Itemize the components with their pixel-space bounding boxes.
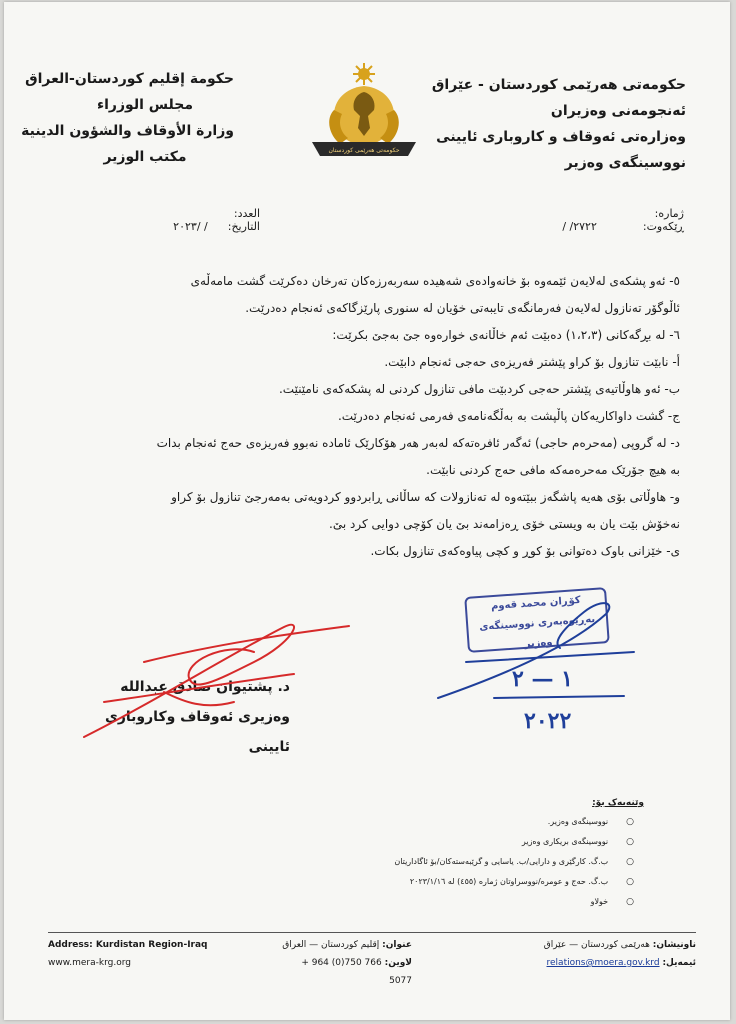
footer-phone-label: لاوین: — [384, 958, 412, 968]
footer-phone: + 964 (0)750 766 5077 — [301, 958, 412, 986]
header-kurdish — [431, 72, 686, 176]
header-kurdish-line: وەزارەتی ئەوقاف و کاروباری ئایینی — [436, 129, 686, 145]
footer-arabic-address: إقليم كوردستان — العراق — [282, 940, 380, 950]
letter-page — [4, 2, 730, 1020]
footer-website-link[interactable]: www.mera-krg.org — [48, 958, 131, 968]
stamp-line: بەڕێوەبەری نووسینگەی وەزیر — [478, 613, 596, 650]
body-line: ب- ئەو هاوڵاتیەی پێشتر حەجی کردبێت مافی تنازول کردنی لە پشکەکەی نامێنێت. — [278, 382, 680, 396]
header-arabic-line: وزارة الأوقاف والشؤون الدينية — [21, 123, 234, 139]
number-label: ژمارە: — [654, 207, 684, 220]
body-line: ی- خێزانی باوک دەتوانی بۆ کوڕ و کچی پیاوەکەی تنازول بکات. — [370, 544, 680, 558]
body-line: و- هاوڵاتی بۆی هەیە پاشگەز ببێتەوە لە تەنازولات کە ساڵانی ڕابردوو کردویەتی بەمەرجێ تنازول بۆ کراو — [171, 490, 680, 504]
footer-english — [48, 936, 208, 972]
arabic-number-label: العدد: — [233, 207, 260, 220]
body-line: ئاڵوگۆر تەنازول لەلایەن فەرمانگەی تایبەتی خۆیان لە سنوری پارێزگاکەی ئەنجام دەدرێت. — [245, 301, 680, 315]
body-line: نەخۆش بێت یان بە ویستی خۆی ڕەزامەند بێ یان کۆچی دوایی کرد بێ. — [329, 517, 680, 531]
cc-item: ○ خولاو — [234, 892, 634, 912]
header-kurdish-line: حکومەتی هەرێمی کوردستان - عێراق — [431, 77, 686, 93]
arabic-date-label: التاريخ: — [227, 220, 260, 233]
reference-number: ٢٧٢٢/ / — [562, 220, 597, 233]
handwritten-number: ١ — ٢ — [512, 666, 573, 692]
handwritten-year: ٢٠٢٢ — [524, 708, 572, 734]
cc-list — [234, 812, 634, 912]
body-line: ٥- ئەو پشکەی لەلایەن ئێمەوە بۆ خانەوادەی شەهیدە سەربەرزەکان تەرخان دەکرێت گشت مامەڵەی — [190, 274, 680, 288]
kurdistan-emblem-icon — [304, 60, 424, 170]
body-line: بە هیچ جۆرێک مەحرەمەکە مافی حەج کردنی نابێت. — [426, 463, 680, 477]
body-line: د- لە گروپی (مەحرەم حاجی) ئەگەر ئافرەتەکە لەبەر هەر هۆکارێک ئامادە نەبوو فەریزەی حەج ئەنجام بدات — [156, 436, 680, 450]
footer-kurdish — [516, 936, 696, 972]
footer-arabic-label: عنوان: — [382, 940, 412, 950]
footer-email-link[interactable]: relations@moera.gov.krd — [546, 958, 660, 968]
footer-address-en: Address: Kurdistan Region-Iraq — [48, 940, 208, 950]
footer-email-label: ئیمەیل: — [662, 958, 696, 968]
cc-item: ○ ب.گ. حەج و عومرە/نووسراوتان ژمارە (٤٥٥) لە ٢٠٢٣/١/١٦ — [234, 872, 634, 892]
signature-block — [70, 672, 290, 762]
body-line: أ- نابێت تنازول بۆ کراو پێشتر فەریزەی حەجی ئەنجام دابێت. — [384, 355, 680, 369]
reference-kurdish — [484, 207, 684, 233]
official-stamp — [464, 587, 610, 653]
cc-item: ○ نووسینگەی بریکاری وەزیر — [234, 832, 634, 852]
body-line: ٦- لە بڕگەکانی (١،٢،٣) دەبێت ئەم خاڵانەی خوارەوە جێ بەجێ بکرێت: — [332, 328, 680, 342]
signatory-title: وەزیری ئەوقاف وکاروباری ئایینی — [105, 709, 290, 755]
date-label: ڕێکەوت: — [642, 220, 684, 233]
cc-item: ○ ب.گ. کارگێری و دارایی/ب. یاسایی و گرێبەستەکان/بۆ ئاگاداریتان — [234, 852, 634, 872]
footer-kurdish-address: هەرێمی کوردستان — عێراق — [543, 940, 650, 950]
footer-kurdish-label: ناونیشان: — [652, 940, 696, 950]
reference-arabic — [100, 207, 260, 233]
stamp-line: کۆڕان محمد قەوم — [490, 594, 582, 613]
reference-date: / /٢٠٢٣ — [173, 220, 208, 233]
header-arabic-line: مكتب الوزير — [103, 149, 187, 165]
signatory-name: د. پشتیوان صادق عبدالله — [120, 679, 290, 695]
header-arabic-line: مجلس الوزراء — [96, 97, 194, 113]
cc-item: ○ نووسینگەی وەزیر. — [234, 812, 634, 832]
cc-title: وێنەیەک بۆ: — [592, 798, 644, 808]
emblem-banner-text: حکومەتی هەرێمی کوردستان — [328, 147, 400, 154]
footer-divider — [48, 932, 696, 933]
body-line: ج- گشت داواکاریەکان پاڵپشت بە بەڵگەنامەی فەرمی ئەنجام دەدرێت. — [337, 409, 680, 423]
header-kurdish-line: نووسینگەی وەزیر — [564, 155, 686, 171]
header-arabic — [21, 66, 234, 170]
header-arabic-line: حكومة إقليم كوردستان-العراق — [25, 71, 234, 87]
letter-body — [60, 268, 680, 565]
footer-arabic — [282, 936, 412, 990]
header-kurdish-line: ئەنجومەنی وەزیران — [550, 103, 686, 119]
